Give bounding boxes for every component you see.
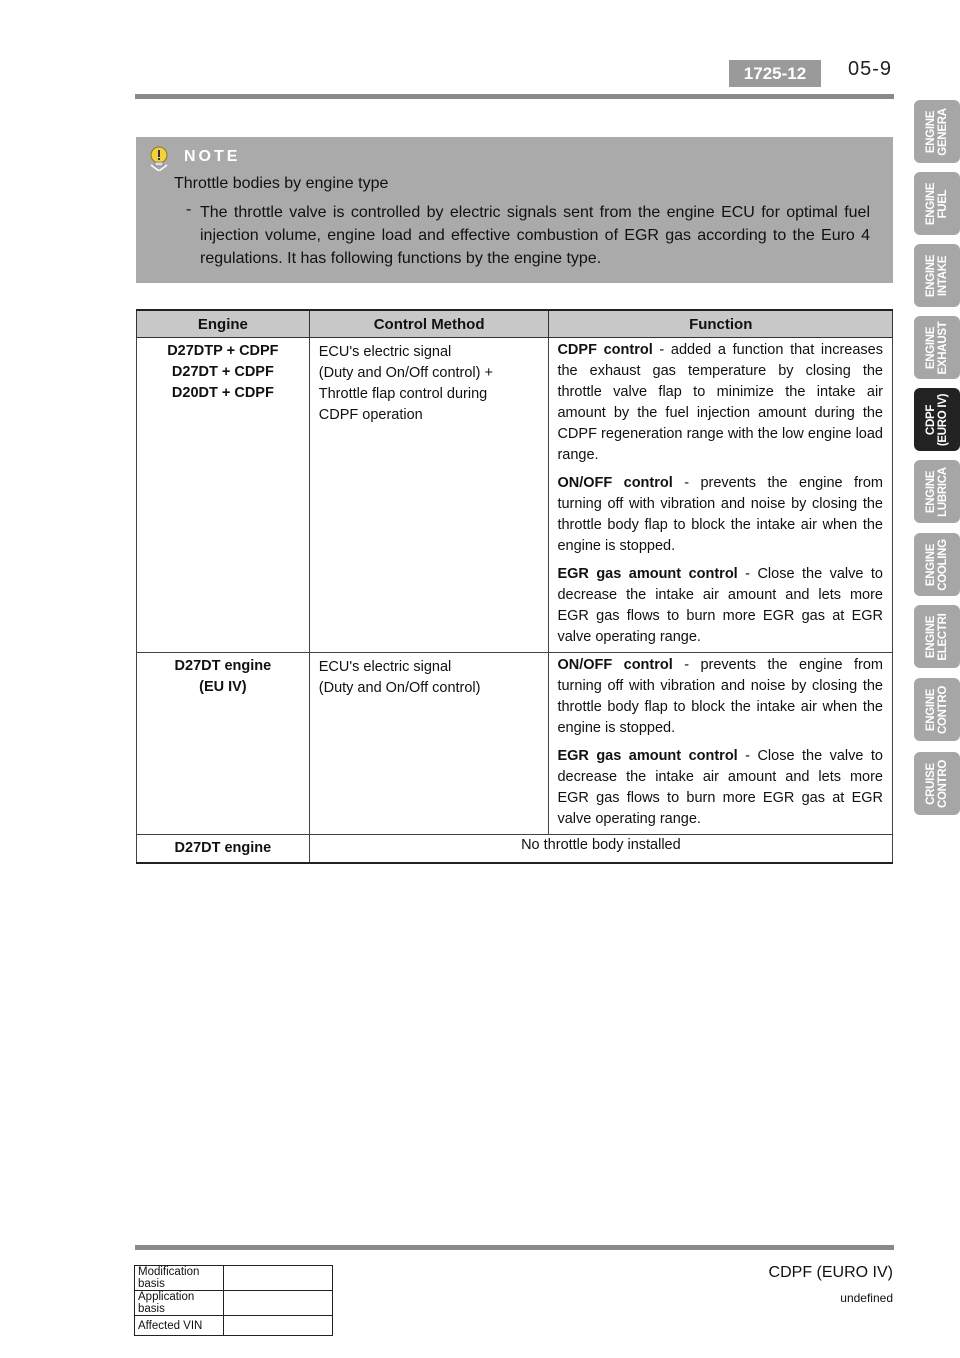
engine-name: D27DT engine <box>174 658 272 674</box>
function-label: CDPF control <box>557 342 653 358</box>
note-title: NOTE <box>184 148 241 165</box>
header-engine: Engine <box>137 310 310 338</box>
tab-label: ENGINE CONTRO <box>925 685 949 734</box>
tab-label: ENGINE COOLING <box>925 538 949 591</box>
control-method-cell <box>309 653 549 835</box>
method-line: Throttle flap control during <box>318 386 488 402</box>
table-row <box>137 835 893 864</box>
method-line: ECU's electric signal <box>318 659 452 675</box>
function-cdpf <box>557 340 883 466</box>
side-tab-engine-electrical[interactable] <box>914 605 960 668</box>
function-cell <box>549 653 893 835</box>
mod-label: Affected VIN <box>135 1316 224 1336</box>
side-tab-engine-exhaust[interactable] <box>914 316 960 379</box>
function-text: - Close the valve to decrease the intake air amount and lets more EGR gas flows to burn more EGR gas at EGR valve operating range. <box>557 566 883 645</box>
method-line: ECU's electric signal <box>318 344 452 360</box>
warning-bulb-icon <box>146 145 172 171</box>
table-header-row <box>137 310 893 338</box>
mod-value <box>224 1316 333 1336</box>
tab-label: ENGINE GENERA <box>925 107 949 156</box>
engine-name: D27DTP + CDPF <box>167 343 279 359</box>
function-label: EGR gas amount control <box>557 566 738 582</box>
modification-table <box>134 1265 333 1336</box>
mod-value <box>224 1266 333 1291</box>
mod-value <box>224 1291 333 1316</box>
note-box <box>136 137 893 283</box>
note-subtitle: Throttle bodies by engine type <box>174 175 389 192</box>
function-cell <box>549 338 893 653</box>
function-text: - Close the valve to decrease the intake air amount and lets more EGR gas flows to burn more EGR gas at EGR valve operating range. <box>557 748 883 827</box>
side-tab-engine-intake[interactable] <box>914 244 960 307</box>
function-text: - prevents the engine from turning off with vibration and noise by closing the throttle body flap to block the intake air when the engine is stopped. <box>557 657 883 736</box>
bottom-divider <box>135 1245 894 1250</box>
function-text: - added a function that increases the exhaust gas temperature by closing the throttle valve flap to minimize the intake air amount by the fuel injection amount during the CDPF regeneration range with the low engine load range. <box>557 342 883 463</box>
function-cell: No throttle body installed <box>309 835 892 864</box>
engine-cell <box>137 653 310 835</box>
engine-name: (EU IV) <box>199 679 247 695</box>
table-row <box>137 653 893 835</box>
top-divider <box>135 94 894 99</box>
note-bullet: - <box>186 201 192 218</box>
mod-label: Application basis <box>135 1291 224 1316</box>
side-tab-cdpf-euro-iv[interactable] <box>914 388 960 451</box>
function-onoff <box>557 655 883 739</box>
side-tab-engine-lubrication[interactable] <box>914 460 960 523</box>
function-text: - prevents the engine from turning off with vibration and noise by closing the throttle body flap to block the intake air when the engine is stopped. <box>557 475 883 554</box>
side-tab-engine-fuel[interactable] <box>914 172 960 235</box>
method-line: (Duty and On/Off control) <box>318 680 481 696</box>
note-text: The throttle valve is controlled by electric signals sent from the engine ECU for optimal fuel injection volume, engine load and effective combustion of EGR gas according to the Euro 4 regulations. It has following functions by the engine type. <box>200 204 870 267</box>
page-number: 05-9 <box>848 58 893 80</box>
table-row <box>135 1316 333 1336</box>
engine-cell: D27DT engine <box>137 835 310 864</box>
tab-label: CDPF (EURO IV) <box>925 393 949 446</box>
control-method-cell <box>309 338 549 653</box>
tab-label: ENGINE ELECTRI <box>925 612 949 661</box>
method-line: CDPF operation <box>318 407 423 423</box>
function-onoff <box>557 473 883 557</box>
header-control-method: Control Method <box>309 310 549 338</box>
tab-label: ENGINE LUBRICA <box>925 466 949 517</box>
tab-label: ENGINE FUEL <box>925 182 949 225</box>
header-function: Function <box>549 310 893 338</box>
throttle-body-table <box>136 309 893 864</box>
side-tab-engine-general[interactable] <box>914 100 960 163</box>
table-row <box>137 338 893 653</box>
tab-label: CRUISE CONTRO <box>925 759 949 808</box>
mod-label: Modification basis <box>135 1266 224 1291</box>
engine-name: D27DT + CDPF <box>171 364 274 380</box>
side-tab-engine-cooling[interactable] <box>914 533 960 596</box>
section-code-badge: 1725-12 <box>729 60 821 87</box>
function-label: EGR gas amount control <box>557 748 738 764</box>
footer-section-title: CDPF (EURO IV) <box>768 1264 893 1281</box>
side-tab-engine-control[interactable] <box>914 678 960 741</box>
engine-name: D20DT + CDPF <box>171 385 274 401</box>
table-row <box>135 1266 333 1291</box>
method-line: (Duty and On/Off control) + <box>318 365 493 381</box>
footer-undefined: undefined <box>840 1291 893 1305</box>
function-label: ON/OFF control <box>557 475 673 491</box>
side-tab-cruise-control[interactable] <box>914 752 960 815</box>
function-label: ON/OFF control <box>557 657 673 673</box>
function-egr <box>557 564 883 648</box>
engine-cell <box>137 338 310 653</box>
function-egr <box>557 746 883 830</box>
table-row <box>135 1291 333 1316</box>
tab-label: ENGINE EXHAUST <box>925 321 949 374</box>
tab-label: ENGINE INTAKE <box>925 254 949 297</box>
